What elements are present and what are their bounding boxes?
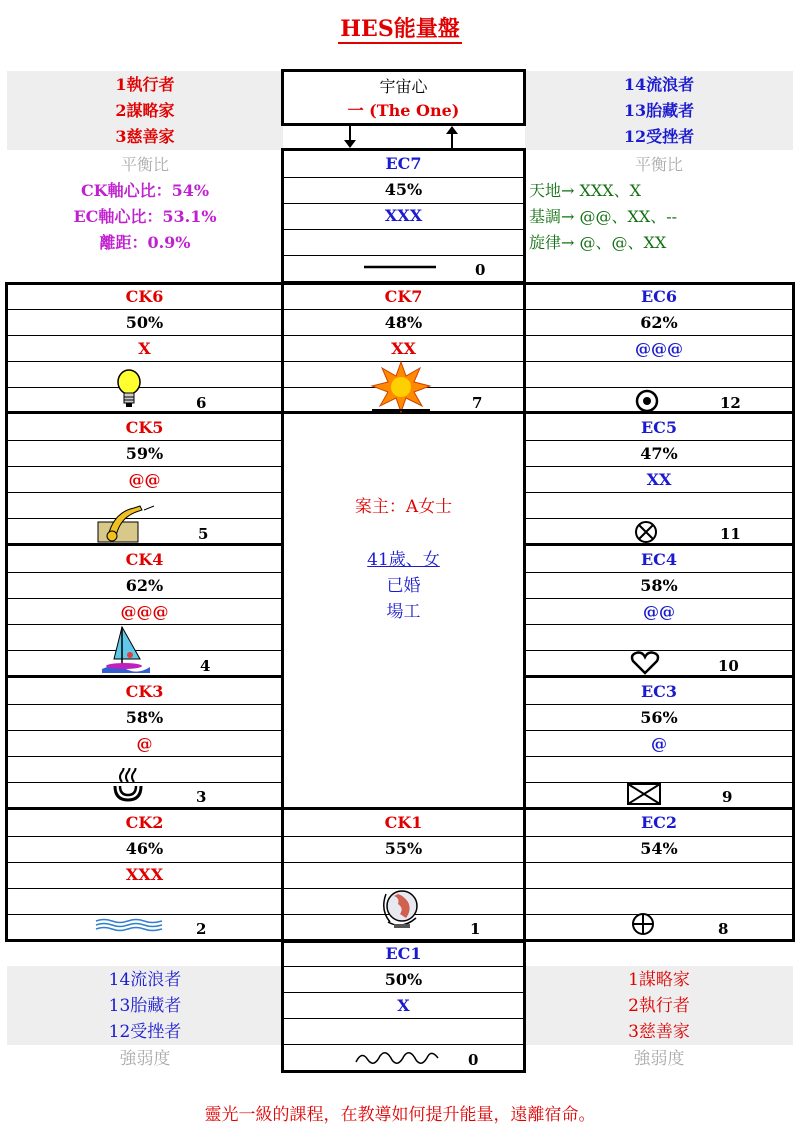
footer-note: 靈光一級的課程，在教導如何提升能量，遠離宿命。 <box>204 1105 596 1125</box>
ck-axis-ratio: CK軸心比：54% <box>80 181 210 200</box>
ec3-mark: @ <box>651 734 667 753</box>
client-job: 場工 <box>386 602 421 622</box>
ck2-percent: 46% <box>125 839 164 858</box>
ck3-number: 3 <box>196 788 207 806</box>
ec2-name: EC2 <box>640 813 678 832</box>
ck1-percent: 55% <box>384 839 423 858</box>
globe-icon <box>378 884 426 934</box>
ec2-percent: 54% <box>640 839 678 858</box>
ec4-name: EC4 <box>640 550 678 569</box>
tiandi-line: 天地→ XXX、X <box>529 181 642 200</box>
circled-plus-icon <box>630 912 656 936</box>
ec1-mark: X <box>397 996 410 1015</box>
ec1-number: 0 <box>468 1051 479 1069</box>
ck4-name: CK4 <box>125 550 164 569</box>
top-right-item: 14流浪者 <box>623 75 695 94</box>
ec-axis-ratio: EC軸心比：53.1% <box>73 207 217 226</box>
ck3-name: CK3 <box>125 682 164 701</box>
ec7-percent: 45% <box>384 180 423 199</box>
distance-ratio: 離距：0.9% <box>99 233 191 252</box>
ck4-percent: 62% <box>125 576 164 595</box>
jidiao-line: 基調→ @@、XX、-- <box>529 207 678 226</box>
ck3-mark: @ <box>136 734 153 753</box>
ck6-percent: 50% <box>125 313 164 332</box>
line-symbol-icon <box>362 262 438 272</box>
ec5-name: EC5 <box>640 418 678 437</box>
client-label: 案主：A女士 <box>354 497 453 517</box>
ck1-number: 1 <box>470 920 481 938</box>
page-title: HES能量盤 <box>340 16 460 42</box>
circled-x-icon <box>634 520 658 544</box>
client-marital: 已婚 <box>386 576 421 596</box>
ck2-name: CK2 <box>125 813 164 832</box>
top-left-item: 2謀略家 <box>115 101 175 120</box>
ck6-number: 6 <box>196 394 207 412</box>
ck4-mark: @@@ <box>120 602 169 621</box>
ec4-percent: 58% <box>640 576 678 595</box>
ec2-number: 8 <box>718 920 729 938</box>
windsurfer-icon <box>100 625 152 675</box>
the-one-label: 一 (The One) <box>347 101 460 120</box>
ec7-name: EC7 <box>385 154 422 173</box>
ck5-mark: @@ <box>128 470 161 489</box>
saxophone-icon <box>94 502 158 544</box>
top-right-item: 12受挫者 <box>623 127 695 146</box>
left-ratio-heading: 平衡比 <box>120 155 169 174</box>
right-ratio-heading: 平衡比 <box>634 155 683 174</box>
bottom-right-item: 3慈善家 <box>628 1022 690 1042</box>
bottom-left-item: 12受挫者 <box>108 1022 182 1042</box>
bottom-right-item: 1謀略家 <box>628 970 690 990</box>
ec7-mark: XXX <box>384 206 423 225</box>
sun-icon <box>370 360 432 414</box>
ec5-mark: XX <box>646 470 672 489</box>
ec3-number: 9 <box>722 788 733 806</box>
bowtie-icon <box>626 782 662 806</box>
arrow-up-icon <box>442 124 462 150</box>
bottom-left-item: 13胎藏者 <box>108 996 182 1016</box>
ck6-mark: X <box>138 339 151 358</box>
bottom-right-heading: 強弱度 <box>633 1049 685 1069</box>
ck4-number: 4 <box>200 657 211 675</box>
ec5-number: 11 <box>720 525 741 543</box>
squiggle-icon <box>354 1048 440 1068</box>
ck2-mark: XXX <box>125 865 164 884</box>
ec1-percent: 50% <box>384 970 423 989</box>
ck5-number: 5 <box>198 525 209 543</box>
water-waves-icon <box>94 918 164 932</box>
ec6-mark: @@@ <box>635 339 683 358</box>
ec6-number: 12 <box>720 394 741 412</box>
ec6-percent: 62% <box>640 313 678 332</box>
bottom-right-item: 2執行者 <box>628 996 690 1016</box>
cosmic-heart-label: 宇宙心 <box>379 77 428 96</box>
ck7-mark: XX <box>391 339 416 358</box>
bottom-left-item: 14流浪者 <box>108 970 182 990</box>
top-left-item: 3慈善家 <box>115 127 175 146</box>
top-left-item: 1執行者 <box>115 75 175 94</box>
ec1-name: EC1 <box>385 944 422 963</box>
arrow-down-icon <box>340 124 360 150</box>
ck5-percent: 59% <box>125 444 164 463</box>
bottom-left-heading: 強弱度 <box>119 1049 171 1069</box>
ck2-number: 2 <box>196 920 207 938</box>
ck6-name: CK6 <box>125 287 164 306</box>
ec5-percent: 47% <box>640 444 678 463</box>
ck5-name: CK5 <box>125 418 164 437</box>
xuanlv-line: 旋律→ @、@、XX <box>529 233 667 252</box>
ec3-percent: 56% <box>640 708 678 727</box>
ec3-name: EC3 <box>640 682 678 701</box>
ck7-name: CK7 <box>384 287 423 306</box>
ck3-percent: 58% <box>125 708 164 727</box>
lightbulb-icon <box>115 368 143 412</box>
client-age-sex: 41歲、女 <box>367 550 440 570</box>
target-icon <box>634 389 660 413</box>
ck7-percent: 48% <box>384 313 423 332</box>
ck1-name: CK1 <box>384 813 423 832</box>
ck7-number: 7 <box>472 394 483 412</box>
ec4-number: 10 <box>718 657 739 675</box>
ec4-mark: @@ <box>643 602 675 621</box>
ec6-name: EC6 <box>640 287 678 306</box>
heart-icon <box>630 651 660 675</box>
hot-spring-icon <box>112 768 144 802</box>
ec7-number: 0 <box>475 261 486 279</box>
top-right-item: 13胎藏者 <box>623 101 695 120</box>
